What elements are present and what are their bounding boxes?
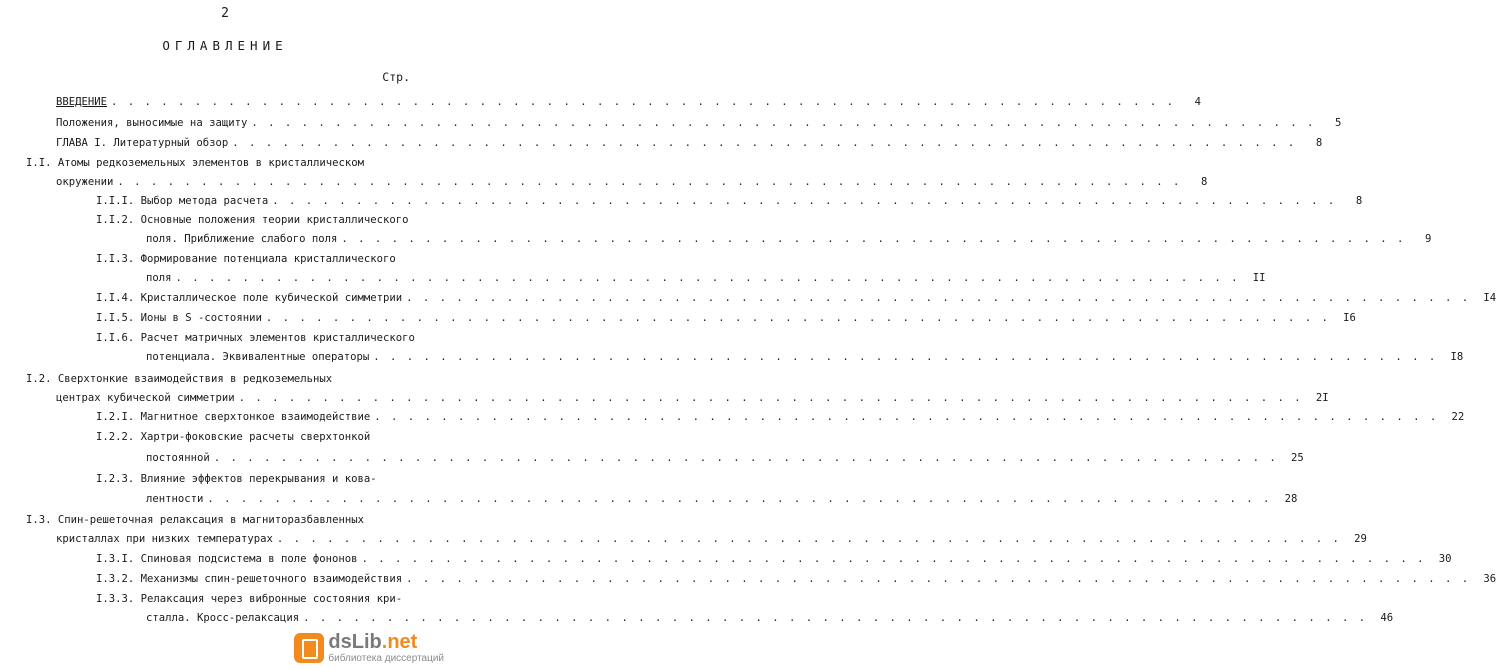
toc-entry-section-1-2[interactable]: I.2. Сверхтонкие взаимодействия в редкоземельных bbox=[26, 373, 333, 385]
dslib-logo-icon bbox=[294, 633, 324, 663]
watermark-brand: dsLib bbox=[328, 631, 382, 653]
toc-entry-chapter-1[interactable]: ГЛАВА I. Литературный обзор . . . 8 bbox=[56, 135, 410, 151]
toc-entry-1-2-2[interactable]: I.2.2. Хартри-фоковские расчеты сверхтонкой bbox=[96, 431, 371, 443]
toc-entry-1-2-3[interactable]: I.2.3. Влияние эффектов перекрывания и кова- bbox=[96, 473, 377, 485]
toc-page-number: I8 bbox=[1450, 351, 1464, 363]
toc-page-number: 22 bbox=[1451, 411, 1465, 423]
page-column-header: Стр. bbox=[382, 70, 410, 84]
toc-entry-1-1-2[interactable]: I.I.2. Основные положения теории кристаллического bbox=[96, 214, 409, 226]
toc-entry-section-1-3[interactable]: I.3. Спин-решеточная релаксация в магниторазбавленных bbox=[26, 514, 365, 526]
toc-page-number: 30 bbox=[1438, 553, 1452, 565]
toc-page-number: 29 bbox=[1354, 533, 1367, 545]
toc-page-number: II bbox=[1252, 272, 1266, 284]
toc-entry-1-3-1[interactable]: I.3.I. Спиновая подсистема в поле фононов . . . 30 bbox=[96, 551, 410, 567]
toc-entry-1-1-3[interactable]: I.I.3. Формирование потенциала кристаллического bbox=[96, 253, 396, 265]
toc-entry-introduction[interactable]: ВВЕДЕНИЕ . . . 4 bbox=[56, 94, 410, 110]
toc-entry-1-1-6-cont: потенциала. Эквивалентные операторы . . . I8 bbox=[146, 349, 410, 365]
toc-page-number: 28 bbox=[1284, 493, 1298, 505]
toc-page-number: 5 bbox=[1334, 117, 1342, 129]
toc-page-number: 46 bbox=[1380, 612, 1394, 624]
toc-entry-1-2-3-cont: лентности . . . 28 bbox=[146, 491, 410, 507]
toc-page-number: 8 bbox=[1355, 195, 1363, 207]
toc-title: ОГЛАВЛЕНИЕ bbox=[162, 38, 288, 53]
toc-entry-1-1-5[interactable]: I.I.5. Ионы в S -состоянии . . . I6 bbox=[96, 310, 410, 326]
toc-page-number: I4 bbox=[1483, 292, 1496, 304]
toc-page-number: I6 bbox=[1343, 312, 1356, 324]
toc-page-number: 25 bbox=[1291, 452, 1304, 464]
toc-entry-1-3-3[interactable]: I.3.3. Релаксация через вибронные состояния кри- bbox=[96, 593, 403, 605]
watermark-tld: .net bbox=[381, 631, 418, 653]
toc-page-number: 9 bbox=[1424, 233, 1432, 245]
watermark-subtitle: библиотека диссертаций bbox=[328, 653, 444, 664]
toc-entry-1-1-4[interactable]: I.I.4. Кристаллическое поле кубической симметрии . . . I4 bbox=[96, 290, 410, 306]
toc-entry-section-1-2-cont: центрах кубической симметрии . . . 2I bbox=[56, 390, 410, 406]
toc-entry-defense-statements[interactable]: Положения, выносимые на защиту . . . 5 bbox=[56, 115, 410, 131]
toc-entry-1-3-2[interactable]: I.3.2. Механизмы спин-решеточного взаимодействия . . . 36 bbox=[96, 571, 410, 587]
toc-page-number: 8 bbox=[1315, 137, 1323, 149]
toc-entry-1-2-2-cont: постоянной . . . 25 bbox=[146, 450, 410, 466]
page-number: 2 bbox=[221, 6, 229, 21]
toc-entry-1-1-6[interactable]: I.I.6. Расчет матричных элементов кристаллического bbox=[96, 332, 415, 344]
toc-entry-section-1-1[interactable]: I.I. Атомы редкоземельных элементов в кристаллическом bbox=[26, 157, 365, 169]
toc-entry-1-2-1[interactable]: I.2.I. Магнитное сверхтонкое взаимодействие . . . 22 bbox=[96, 409, 410, 425]
toc-entry-1-3-3-cont: сталла. Кросс-релаксация . . . 46 bbox=[146, 610, 410, 626]
toc-entry-section-1-1-cont: окружении . . . 8 bbox=[56, 174, 410, 190]
toc-entry-1-1-2-cont: поля. Приближение слабого поля . . . 9 bbox=[146, 231, 410, 247]
toc-page-number: 4 bbox=[1194, 96, 1202, 108]
toc-entry-1-1-1[interactable]: I.I.I. Выбор метода расчета . . . 8 bbox=[96, 193, 410, 209]
toc-page-number: 8 bbox=[1201, 176, 1208, 188]
toc-entry-1-1-3-cont: поля . . . II bbox=[146, 270, 410, 286]
dslib-watermark bbox=[294, 631, 444, 665]
toc-page-number: 2I bbox=[1315, 392, 1329, 404]
toc-page-number: 36 bbox=[1483, 573, 1496, 585]
toc-entry-section-1-3-cont: кристаллах при низких температурах . . . 29 bbox=[56, 531, 410, 547]
